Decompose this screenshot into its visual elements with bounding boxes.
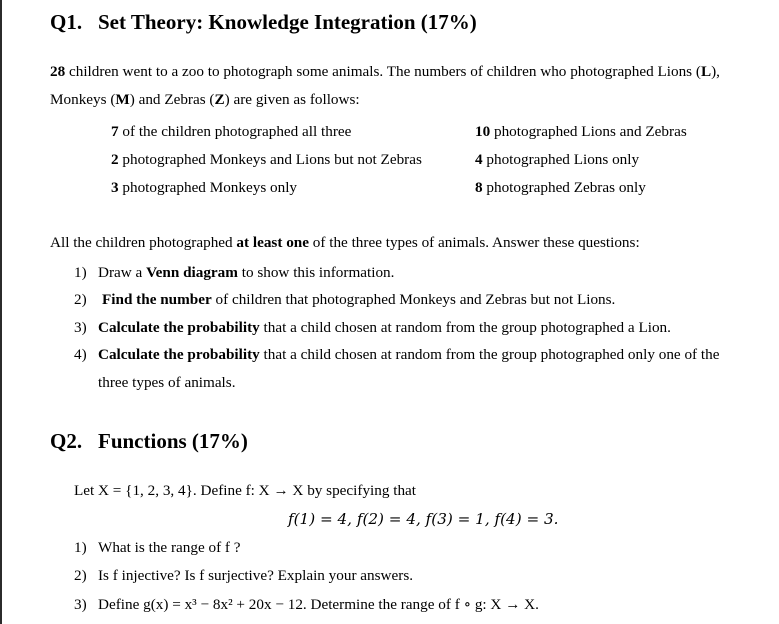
q1-item-1	[74, 264, 394, 282]
item-text: What is the range of f ?	[98, 539, 241, 556]
item-text: that a child chosen at random from the group photographed a Lion.	[259, 319, 671, 336]
fact-value: 2	[111, 151, 119, 168]
item-number: 1)	[74, 539, 87, 556]
q1-title: Set Theory: Knowledge Integration (17%)	[98, 10, 477, 34]
item-text: Draw a	[98, 264, 147, 281]
q1-number: Q1.	[50, 10, 83, 34]
item-text: that a child chosen at random from the group photographed only one of the	[259, 346, 720, 363]
q2-number: Q2.	[50, 429, 83, 453]
fact-right-3	[475, 179, 646, 197]
item-number: 3)	[74, 319, 87, 336]
item-text: Is f injective? Is f surjective? Explain your answers.	[98, 567, 414, 584]
fact-value: 4	[475, 151, 483, 168]
q2-heading	[50, 429, 248, 454]
fact-text: of the children photographed all three	[118, 123, 352, 140]
item-number: 2)	[74, 291, 87, 308]
q2-item-2	[74, 567, 413, 585]
fact-text: photographed Lions only	[482, 151, 640, 168]
item-text: to show this information.	[237, 264, 395, 281]
fact-text: photographed Lions and Zebras	[490, 123, 687, 140]
q1-heading	[50, 10, 477, 35]
q1-lead-text2: of the three types of animals. Answer these questions:	[308, 234, 640, 251]
q1-intro-text1: children went to a zoo to photograph some animals. The numbers of children who photographed Lions (	[65, 63, 701, 80]
q1-item-4	[74, 346, 719, 364]
item-number: 3)	[74, 596, 87, 613]
q1-set-L: L	[700, 63, 712, 80]
page-left-edge	[0, 0, 2, 624]
q2-definition: f(1) = 4, f(2) = 4, f(3) = 1, f(4) = 3.	[288, 510, 559, 528]
fact-text: photographed Monkeys and Lions but not Zebras	[118, 151, 422, 168]
fact-left-1	[111, 123, 351, 141]
q1-lead-bold: at least one	[236, 234, 309, 251]
q1-total: 28	[50, 63, 66, 80]
item-number: 2)	[74, 567, 87, 584]
q1-intro-line1	[50, 63, 720, 81]
item-number: 4)	[74, 346, 87, 363]
q1-item-3	[74, 319, 671, 337]
q1-set-Z: Z	[214, 91, 225, 108]
q2-item-3	[74, 595, 539, 614]
fact-value: 7	[111, 123, 119, 140]
q1-lead-text1: All the children photographed	[50, 234, 237, 251]
item-text: of children that photographed Monkeys and Zebras but not Lions.	[211, 291, 616, 308]
fact-left-3	[111, 179, 297, 197]
fact-right-2	[475, 151, 639, 169]
fact-text: photographed Zebras only	[482, 179, 646, 196]
fact-text: photographed Monkeys only	[118, 179, 298, 196]
q1-item-4-continued: three types of animals.	[98, 374, 236, 391]
item-bold: Find the number	[102, 291, 212, 308]
item-bold: Calculate the probability	[98, 319, 260, 336]
q1-intro-text5: ) are given as follows:	[224, 91, 360, 108]
fact-value: 3	[111, 179, 119, 196]
fact-value: 8	[475, 179, 483, 196]
q1-intro-text3: Monkeys (	[50, 91, 116, 108]
q1-lead	[50, 234, 640, 252]
item-text: Define g(x) = x³ − 8x² + 20x − 12. Determine the range of f ∘ g: X → X.	[98, 596, 539, 613]
q1-set-M: M	[115, 91, 130, 108]
q1-item-2	[74, 291, 615, 309]
item-number: 1)	[74, 264, 87, 281]
q2-item-1	[74, 539, 241, 557]
fact-value: 10	[475, 123, 491, 140]
q2-intro: Let X = {1, 2, 3, 4}. Define f: X → X by specifying that	[74, 482, 417, 499]
q1-intro-line2	[50, 91, 360, 109]
q1-intro-text4: ) and Zebras (	[129, 91, 215, 108]
item-bold: Venn diagram	[146, 264, 238, 281]
q1-intro-text2: ),	[711, 63, 720, 80]
fact-left-2	[111, 151, 422, 169]
fact-right-1	[475, 123, 687, 141]
item-bold: Calculate the probability	[98, 346, 260, 363]
q2-title: Functions (17%)	[98, 429, 248, 453]
